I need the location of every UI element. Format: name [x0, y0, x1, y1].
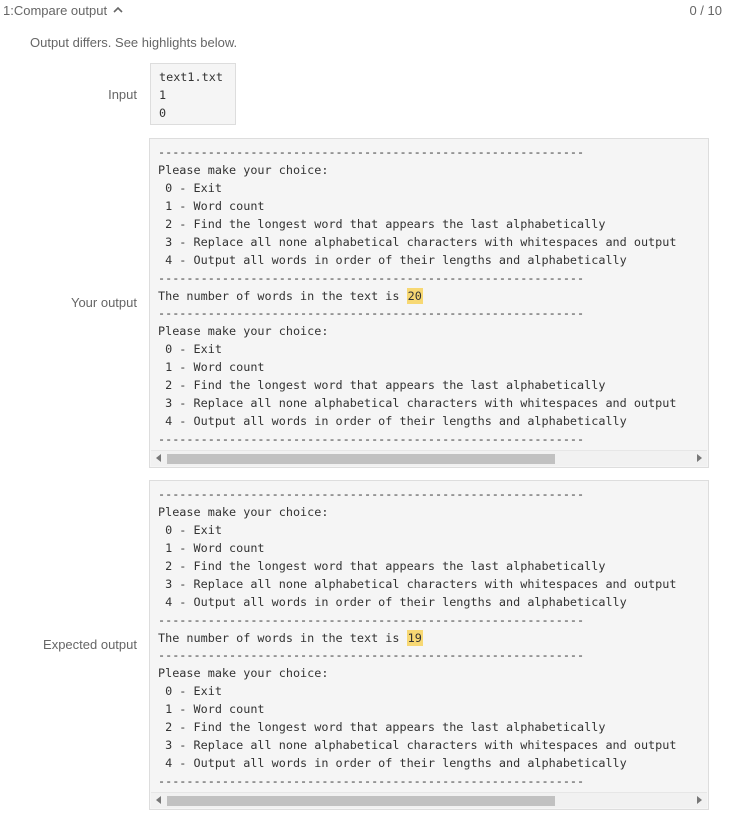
horizontal-scrollbar[interactable] [151, 450, 707, 466]
chevron-up-icon [112, 4, 124, 16]
output-line [158, 341, 676, 359]
output-line [158, 683, 676, 701]
output-line [158, 252, 676, 270]
output-line [158, 701, 676, 719]
output-line [158, 216, 676, 234]
output-line [158, 665, 676, 683]
output-line-text: 1 - Word count [158, 360, 265, 375]
output-line [158, 737, 676, 755]
output-line [158, 377, 676, 395]
output-line-text: ------------------------------------------------------------ [158, 648, 585, 663]
output-line [158, 540, 676, 558]
output-line-text: Please make your choice: [158, 666, 329, 681]
output-line-text: ------------------------------------------------------------ [158, 306, 585, 321]
result-message: Output differs. See highlights below. [30, 35, 238, 50]
input-line: text1.txt [159, 70, 223, 84]
arrow-right-icon[interactable] [697, 454, 702, 462]
output-line [158, 773, 676, 791]
output-line-text: 2 - Find the longest word that appears the last alphabetically [158, 216, 606, 231]
output-line-text: 3 - Replace all none alphabetical characters with whitespaces and output [158, 396, 677, 411]
output-line-text: 2 - Find the longest word that appears the last alphabetically [158, 378, 606, 393]
output-line [158, 180, 676, 198]
output-line [158, 323, 676, 341]
horizontal-scrollbar[interactable] [151, 792, 707, 808]
output-line [158, 305, 676, 323]
arrow-right-icon[interactable] [697, 796, 702, 804]
output-line [158, 504, 676, 522]
output-line-text: 0 - Exit [158, 684, 222, 699]
test-title: 1:Compare output [3, 3, 108, 18]
output-line-text: ------------------------------------------------------------ [158, 487, 585, 501]
output-line-text: 0 - Exit [158, 342, 222, 357]
expected-output-box [149, 480, 709, 810]
compare-output-header [0, 0, 743, 22]
output-line-text: 0 - Exit [158, 180, 222, 195]
output-line-text: The number of words in the text is [158, 630, 407, 645]
output-line-text: Please make your choice: [158, 162, 329, 177]
output-line-text: ------------------------------------------------------------ [158, 270, 585, 285]
output-line [158, 719, 676, 737]
diff-highlight: 20 [407, 288, 422, 303]
arrow-left-icon[interactable] [156, 796, 161, 804]
output-line-text: ------------------------------------------------------------ [158, 145, 585, 159]
output-line [158, 162, 676, 180]
output-line-text: ------------------------------------------------------------ [158, 432, 585, 446]
input-line: 0 [159, 105, 167, 120]
output-line-text: 1 - Word count [158, 198, 265, 213]
output-line-text: 3 - Replace all none alphabetical characters with whitespaces and output [158, 576, 677, 591]
diff-highlight: 19 [407, 630, 422, 645]
output-line [158, 395, 676, 413]
output-line-text: 4 - Output all words in order of their lengths and alphabetically [158, 756, 627, 771]
output-line-text: 2 - Find the longest word that appears the last alphabetically [158, 558, 606, 573]
your-output-box [149, 138, 709, 468]
output-line [158, 558, 676, 576]
output-line [158, 612, 676, 630]
output-line-text: ------------------------------------------------------------ [158, 612, 585, 627]
output-line-text: The number of words in the text is [158, 288, 407, 303]
output-line-text: 1 - Word count [158, 702, 265, 717]
output-line [158, 413, 676, 431]
output-line [158, 594, 676, 612]
output-line [158, 198, 676, 216]
your-output-label: Your output [70, 295, 137, 310]
output-line [158, 431, 676, 449]
output-line-text: 4 - Output all words in order of their lengths and alphabetically [158, 252, 627, 267]
output-line [158, 234, 676, 252]
output-line-text: 0 - Exit [158, 522, 222, 537]
scrollbar-thumb[interactable] [167, 796, 555, 806]
output-line [158, 288, 676, 306]
output-line [158, 486, 676, 504]
output-line [158, 270, 676, 288]
output-line-text: Please make your choice: [158, 324, 329, 339]
output-line-text: ------------------------------------------------------------ [158, 774, 585, 788]
expected-output-label: Expected output [43, 637, 137, 652]
input-line: 1 [159, 87, 167, 102]
output-line [158, 647, 676, 665]
compare-output-toggle[interactable] [3, 3, 124, 18]
output-line-text: 4 - Output all words in order of their lengths and alphabetically [158, 414, 627, 429]
output-line-text: Please make your choice: [158, 504, 329, 519]
output-line [158, 630, 676, 648]
output-line-text: 4 - Output all words in order of their lengths and alphabetically [158, 594, 627, 609]
input-label: Input [108, 87, 137, 102]
arrow-left-icon[interactable] [156, 454, 161, 462]
test-score: 0 / 10 [689, 3, 722, 18]
output-line [158, 144, 676, 162]
output-line [158, 576, 676, 594]
output-line-text: 2 - Find the longest word that appears the last alphabetically [158, 720, 606, 735]
output-line-text: 1 - Word count [158, 540, 265, 555]
output-line [158, 522, 676, 540]
output-line [158, 359, 676, 377]
output-line-text: 3 - Replace all none alphabetical characters with whitespaces and output [158, 738, 677, 753]
output-line [158, 755, 676, 773]
output-line-text: 3 - Replace all none alphabetical characters with whitespaces and output [158, 234, 677, 249]
scrollbar-thumb[interactable] [167, 454, 555, 464]
input-box [150, 63, 236, 125]
